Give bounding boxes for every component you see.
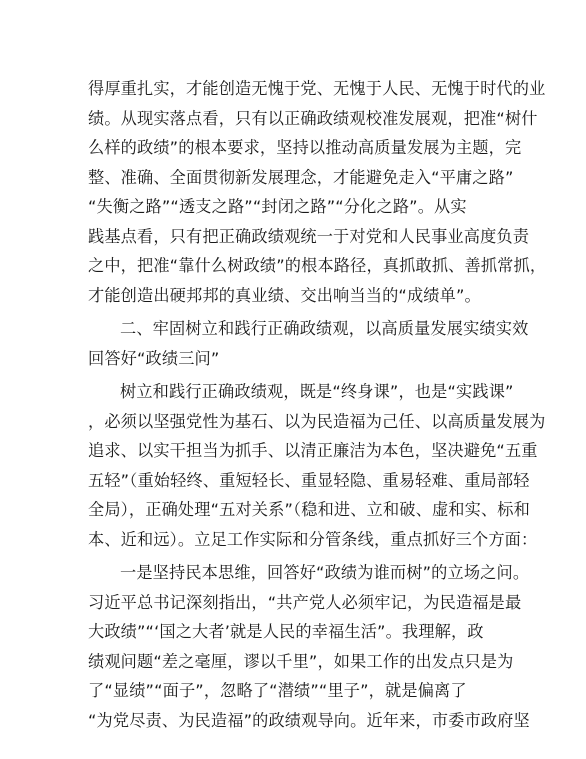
text-line: ，必须以坚强党性为基石、以为民造福为己任、以高质量发展为 — [88, 411, 546, 431]
text-line: 得厚重扎实，才能创造无愧于党、无愧于人民、无愧于时代的业 — [88, 79, 546, 98]
text-line: “为党尽责、为民造福”的政绩观导向。近年来，市委市政府坚 — [88, 710, 530, 730]
text-line: 追求、以实干担当为抓手、以清正廉洁为本色，坚决避免“五重 — [88, 441, 538, 460]
paragraph-intro — [88, 377, 546, 554]
text-line: 了“显绩”“面子”，忽略了“潜绩”“里子”，就是偏离了 — [88, 681, 467, 700]
text-line: 五轻”（重始轻终、重短轻长、重显轻隐、重易轻难、重局部轻 — [88, 470, 530, 490]
text-line: 践基点看，只有把正确政绩观统一于对党和人民事业高度负责 — [88, 226, 530, 246]
section-heading — [88, 314, 529, 373]
text-line: 么样的政绩”的根本要求，坚持以推动高质量发展为主题，完 — [88, 138, 522, 157]
text-line: 绩观问题“差之毫厘，谬以千里”，如果工作的出发点只是为 — [88, 651, 514, 671]
text-line: 绩。从现实落点看，只有以正确政绩观校准发展观，把准“树什 — [88, 108, 538, 128]
text-line: 才能创造出硬邦邦的真业绩、交出响当当的“成绩单”。 — [88, 285, 481, 305]
text-line: 整、准确、全面贯彻新发展理念，才能避免走入“平庸之路” — [88, 167, 514, 187]
paragraph-continuation — [88, 74, 547, 310]
text-line: 习近平总书记深刻指出，“共产党人必须牢记，为民造福是最 — [88, 592, 522, 612]
paragraph-point-one — [88, 558, 530, 735]
text-line: 树立和践行正确政绩观，既是“终身课”，也是“实践课” — [120, 382, 514, 401]
text-line: 全局），正确处理“五对关系”（稳和进、立和破、虚和实、标和 — [88, 500, 530, 519]
text-line: 大政绩”“‘国之大者’就是人民的幸福生活”。我理解，政 — [88, 622, 484, 641]
heading-line: 回答好“政绩三问” — [88, 348, 220, 368]
document-body — [88, 74, 547, 735]
text-line: “失衡之路”“透支之路”“封闭之路”“分化之路”。从实 — [88, 197, 467, 216]
text-line: 一是坚持民本思维，回答好“政绩为谁而树”的立场之问。 — [120, 563, 530, 582]
text-line: 本、近和远）。立足工作实际和分管条线，重点抓好三个方面： — [88, 529, 538, 549]
heading-line: 二、牢固树立和践行正确政绩观，以高质量发展实绩实效 — [120, 319, 529, 338]
text-line: 之中，把准“靠什么树政绩”的根本路径，真抓敢抓、善抓常抓， — [88, 256, 547, 275]
